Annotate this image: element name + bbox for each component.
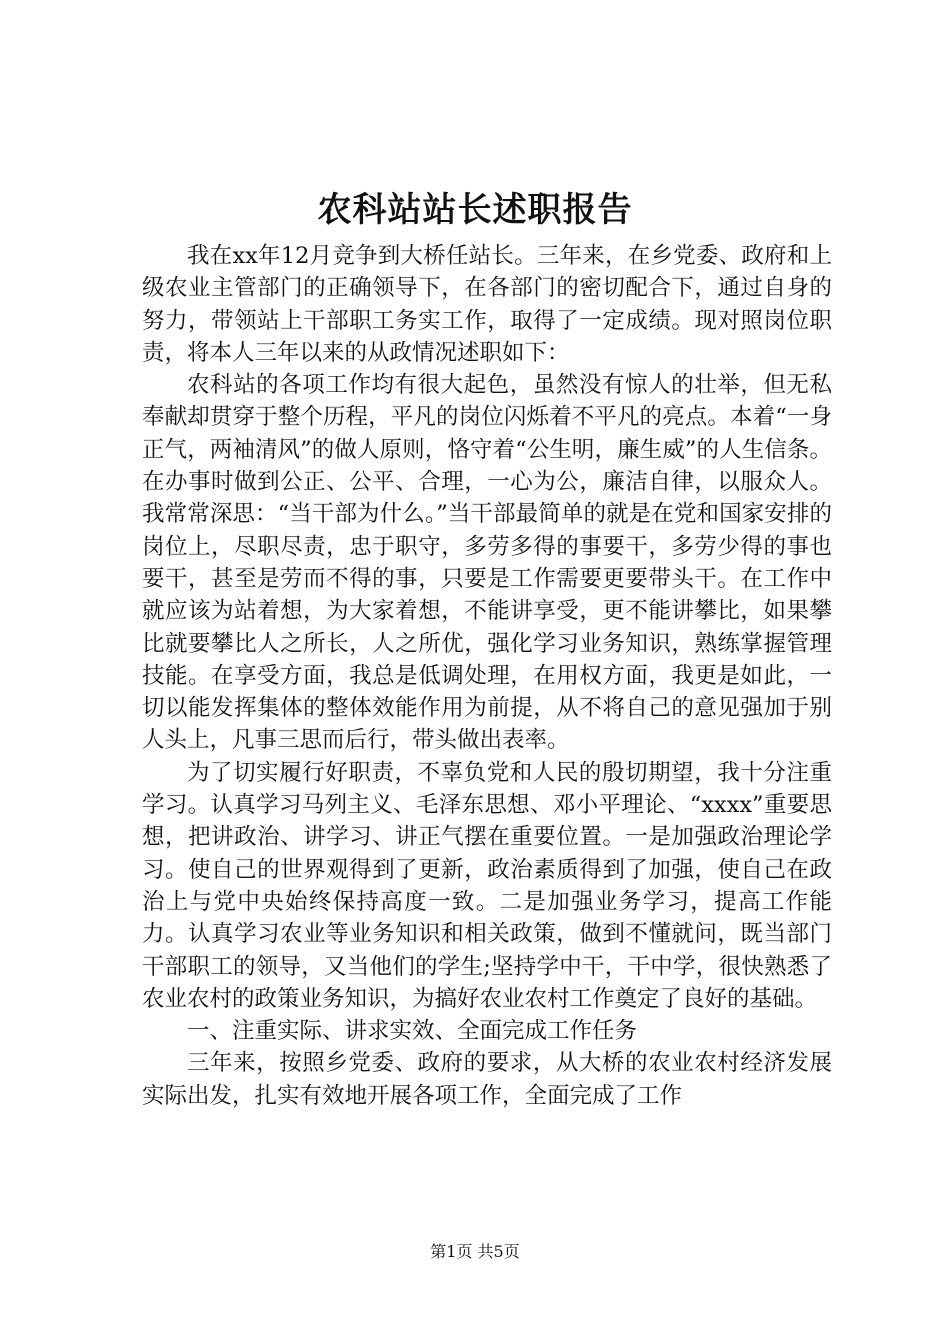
page-number-footer: 第1页 共5页 <box>430 1242 520 1261</box>
paragraph-work: 三年来，按照乡党委、政府的要求，从大桥的农业农村经济发展实际出发，扎实有效地开展各项工作，全面完成了工作 <box>142 1050 832 1109</box>
paragraph-intro: 我在xx年12月竞争到大桥任站长。三年来，在乡党委、政府和上级农业主管部门的正确领导下，在各部门的密切配合下，通过自身的努力，带领站上干部职工务实工作，取得了一定成绩。现对照岗位职责，将本人三年以来的从政情况述职如下： <box>142 243 832 366</box>
section-heading-1: 一、注重实际、讲求实效、全面完成工作任务 <box>187 1018 638 1045</box>
paragraph-study: 为了切实履行好职责，不辜负党和人民的殷切期望，我十分注重学习。认真学习马列主义、毛泽东思想、邓小平理论、“xxxx”重要思想，把讲政治、讲学习、讲正气摆在重要位置。一是加强政治理论学习。使自己的世界观得到了更新，政治素质得到了加强，使自己在政治上与党中央始终保持高度一致。二是加强业务学习，提高工作能力。认真学习农业等业务知识和相关政策，做到不懂就问，既当部门干部职工的领导，又当他们的学生;坚持学中干，干中学，很快熟悉了农业农村的政策业务知识，为搞好农业农村工作奠定了良好的基础。 <box>142 759 832 1012</box>
document-body <box>142 240 832 1112</box>
document-title: 农科站站长述职报告 <box>317 190 633 230</box>
paragraph-conduct: 农科站的各项工作均有很大起色，虽然没有惊人的壮举，但无私奉献却贯穿于整个历程，平凡的岗位闪烁着不平凡的亮点。本着“一身正气，两袖清风”的做人原则，恪守着“公生明，廉生威”的人生信条。在办事时做到公正、公平、合理，一心为公，廉洁自律，以服众人。我常常深思：“当干部为什么。”当干部最简单的就是在党和国家安排的岗位上，尽职尽责，忠于职守，多劳多得的事要干，多劳少得的事也要干，甚至是劳而不得的事，只要是工作需要更要带头干。在工作中就应该为站着想，为大家着想，不能讲享受，更不能讲攀比，如果攀比就要攀比人之所长，人之所优，强化学习业务知识，熟练掌握管理技能。在享受方面，我总是低调处理，在用权方面，我更是如此，一切以能发挥集体的整体效能作用为前提，从不将自己的意见强加于别人头上，凡事三思而后行，带头做出表率。 <box>142 372 832 754</box>
